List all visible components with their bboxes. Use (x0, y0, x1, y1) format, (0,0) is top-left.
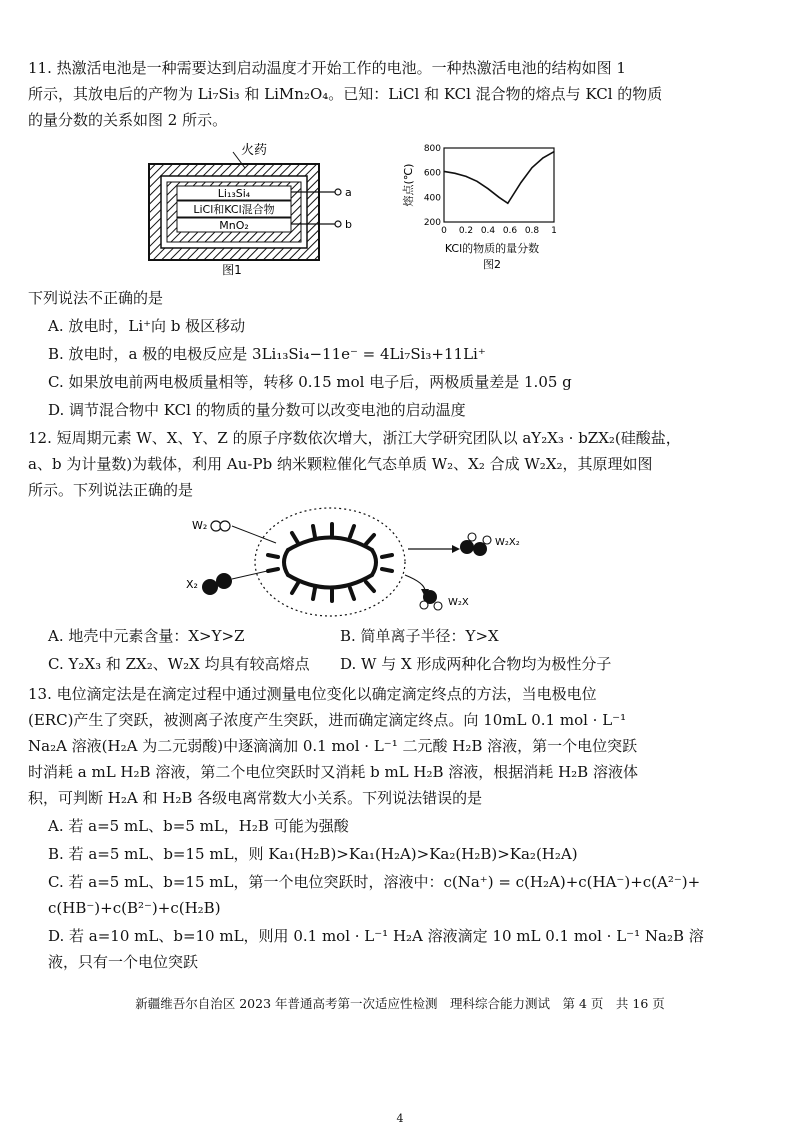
chart-data-point (454, 173, 455, 174)
chart-ytick-label: 600 (423, 168, 441, 179)
chart-xlabel: KCl的物质的量分数 (444, 242, 540, 255)
q13-line-2: (ERC)产生了突跃，被测离子浓度产生突跃，进而确定滴定终点。向 10mL 0.1 mol · L⁻¹ (28, 711, 627, 729)
q13-line-5: 积，可判断 H₂A 和 H₂B 各级电离常数大小关系。下列说法错误的是 (28, 789, 483, 807)
fig1-layer2: LiCl和KCl混合物 (193, 203, 275, 216)
chart-xtick-label: 0.2 (458, 226, 474, 236)
q11-line-2: 所示，其放电后的产物为 Li₇Si₃ 和 LiMn₂O₄。已知：LiCl 和 KCl 混合物的熔点与 KCl 的物质 (28, 85, 663, 103)
fig1-terminal-b: b (345, 218, 352, 231)
chart-data-point (507, 203, 508, 204)
chart-xtick-label: 0.6 (502, 226, 518, 236)
q13-line-3: Na₂A 溶液(H₂A 为二元弱酸)中逐滴滴加 0.1 mol · L⁻¹ 二元酸 H₂B 溶液，第一个电位突跃 (28, 737, 638, 755)
chart-data-point (443, 171, 444, 172)
label-x2: X₂ (186, 578, 198, 591)
q11-stem: 下列说法不正确的是 (28, 289, 164, 307)
chart-data-point (531, 167, 532, 168)
q13-option-c-cont: c(HB⁻)+c(B²⁻)+c(H₂B) (48, 899, 221, 917)
chart-xtick-label: 0 (441, 226, 447, 236)
x-atom (473, 542, 487, 556)
fig1-terminal-a: a (345, 186, 352, 199)
q13-option-d: D. 若 a=10 mL、b=10 mL，则用 0.1 mol · L⁻¹ H₂A 溶液滴定 10 mL 0.1 mol · L⁻¹ Na₂B 溶 (48, 927, 704, 945)
chart-xtick-label: 1 (551, 226, 557, 236)
q12-option-c: C. Y₂X₃ 和 ZX₂、W₂X 均具有较高熔点 (48, 655, 310, 673)
w-atom (483, 536, 491, 544)
q11-line-1: 11. 热激活电池是一种需要达到启动温度才开始工作的电池。一种热激活电池的结构如图 1 (28, 59, 626, 77)
label-w2: W₂ (192, 519, 208, 532)
q11-option-b: B. 放电时，a 极的电极反应是 3Li₁₃Si₄−11e⁻ = 4Li₇Si₃+11Li⁺ (48, 345, 486, 363)
label-w2x2: W₂X₂ (495, 537, 520, 548)
chart-data-point (465, 176, 466, 177)
q11-option-c: C. 如果放电前两电极质量相等，转移 0.15 mol 电子后，两极质量差是 1.05 g (48, 373, 572, 391)
chart-ytick-label: 200 (423, 218, 441, 228)
figure-2-chart (400, 140, 570, 280)
terminal-b (335, 221, 341, 227)
w-atom (468, 533, 476, 541)
x-atom (216, 573, 232, 589)
figure-q12-catalysis (180, 505, 540, 620)
label-w2x: W₂X (448, 597, 469, 608)
catalyst-framework (268, 524, 392, 601)
chart-data-point (476, 181, 477, 182)
q12-line-2: a、b 为计量数)为载体，利用 Au-Pb 纳米颗粒催化气态单质 W₂、X₂ 合成 W₂X₂，其原理如图 (28, 455, 653, 473)
chart-data-point (542, 157, 543, 158)
q13-option-b: B. 若 a=5 mL、b=15 mL，则 Ka₁(H₂B)>Ka₁(H₂A)>Ka₂(H₂B)>Ka₂(H₂A) (48, 845, 578, 863)
q12-line-3: 所示。下列说法正确的是 (28, 481, 194, 499)
q12-option-b: B. 简单离子半径：Y>X (340, 627, 499, 645)
q13-option-c: C. 若 a=5 mL、b=15 mL，第一个电位突跃时，溶液中：c(Na⁺) = c(H₂A)+c(HA⁻)+c(A²⁻)+ (48, 873, 701, 891)
chart-ytick-label: 400 (423, 193, 441, 204)
figure-1-battery (145, 140, 375, 280)
chart-data-point (553, 151, 554, 152)
fig1-label-top: 火药 (241, 143, 268, 158)
q12-option-a: A. 地壳中元素含量：X>Y>Z (48, 627, 245, 645)
q12-line-1: 12. 短周期元素 W、X、Y、Z 的原子序数依次增大，浙江大学研究团队以 aY₂X₃ · bZX₂(硅酸盐， (28, 429, 681, 447)
page-number: 4 (396, 1112, 404, 1125)
chart-data-point (498, 197, 499, 198)
chart-data-point (487, 188, 488, 189)
w-atom (420, 601, 428, 609)
q11-line-3: 的量分数的关系如图 2 所示。 (28, 111, 228, 129)
x-atom (202, 579, 218, 595)
chart-ylabel: 熔点(℃) (402, 163, 415, 207)
fig1-caption: 图1 (222, 263, 242, 277)
chart-series-line (444, 152, 554, 204)
q12-option-d: D. W 与 X 形成两种化合物均为极性分子 (340, 655, 612, 673)
chart-ytick-label: 800 (423, 144, 441, 154)
x-atom (460, 540, 474, 554)
chart-xtick-label: 0.8 (524, 226, 540, 236)
chart-data-point (520, 182, 521, 183)
q13-option-d-cont: 液，只有一个电位突跃 (48, 953, 199, 971)
q13-line-1: 13. 电位滴定法是在滴定过程中通过测量电位变化以确定滴定终点的方法，当电极电位 (28, 685, 597, 703)
terminal-a (335, 189, 341, 195)
chart-plot-frame (444, 148, 554, 222)
w-atom (434, 602, 442, 610)
chart-xtick-label: 0.4 (480, 226, 496, 236)
q11-option-a: A. 放电时，Li⁺向 b 极区移动 (48, 317, 246, 335)
fig1-layer1: Li₁₃Si₄ (217, 187, 251, 200)
q13-line-4: 时消耗 a mL H₂B 溶液，第二个电位突跃时又消耗 b mL H₂B 溶液，根据消耗 H₂B 溶液体 (28, 763, 638, 781)
w-atom (220, 521, 230, 531)
fig1-layer3: MnO₂ (219, 219, 249, 232)
q11-option-d: D. 调节混合物中 KCl 的物质的量分数可以改变电池的启动温度 (48, 401, 466, 419)
page-footer: 新疆维吾尔自治区 2023 年普通高考第一次适应性检测 理科综合能力测试 第 4 页 共 16 页 (135, 996, 665, 1011)
chart-title: 图2 (483, 258, 501, 271)
q13-option-a: A. 若 a=5 mL、b=5 mL，H₂B 可能为强酸 (48, 817, 349, 835)
